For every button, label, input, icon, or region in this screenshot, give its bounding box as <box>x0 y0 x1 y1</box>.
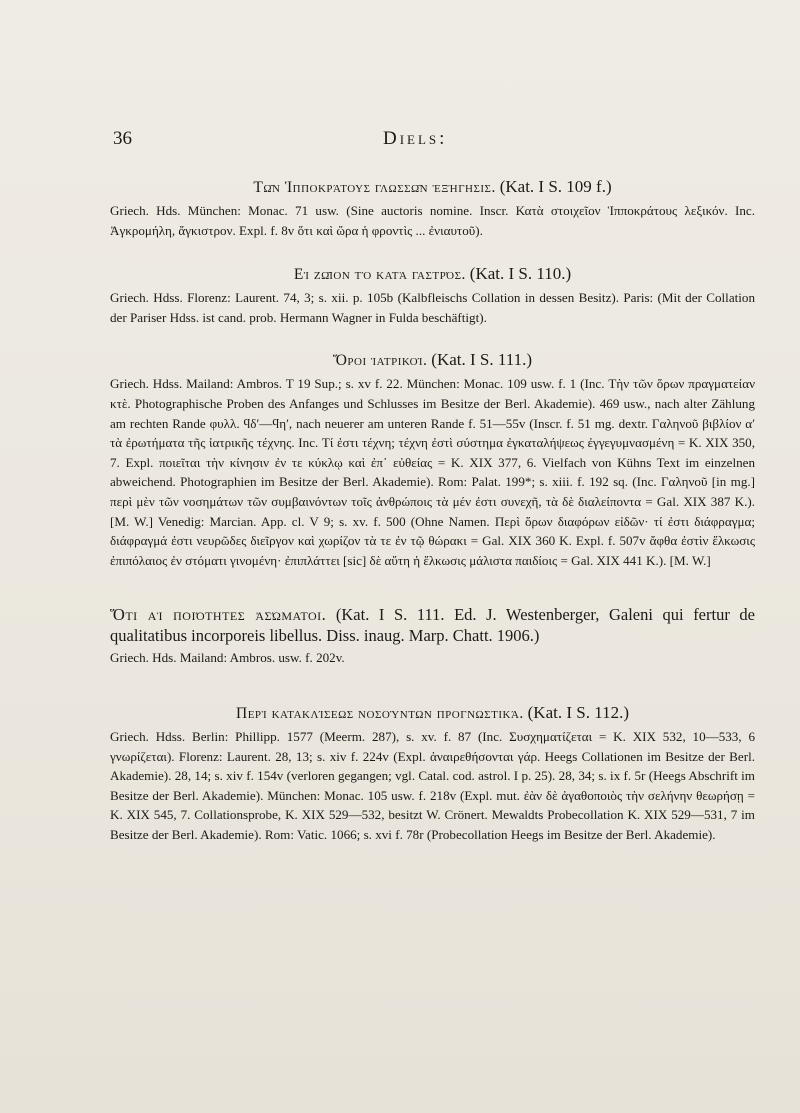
section-title: Ὅτι αἱ ποιότητες ἀσώματοι. <box>110 605 327 625</box>
section-heading <box>110 604 755 646</box>
catalog-reference: (Kat. I S. 111. Ed. J. Westenberger, Galeni qui fertur de qualitatibus incorporeis libellus. Diss. inaug. Marp. Chatt. 1906.) <box>110 605 755 646</box>
section-medical-definitions <box>110 349 755 570</box>
section-paragraph: Griech. Hdss. Berlin: Phillipp. 1577 (Meerm. 287), s. xv. f. 87 (Inc. Συσχηματίζεται = K. XIX 532, 10—533, 6 γνωρίζεται). Florenz: Laurent. 28, 13; s. xiv f. 224v (Expl. ἀναιρεθήσονται γάρ. Heegs Collationen im Besitze der Berl. Akademie). 28, 14; s. xiv f. 154v (verloren gegangen; vgl. Catal. cod. astrol. I p. 25). 28, 34; s. ix f. 5r (Heegs Abschrift im Besitze der Berl. Akademie). München: Monac. 105 usw. f. 218v (Expl. mut. ἐὰν δὲ ἀγαθοποιὸς τὴν σελήνην θεωρήσῃ = K. XIX 545, 7. Collationsprobe, K. XIX 529—532, besitzt W. Crönert. Mewaldts Probecollation K. XIX 529—531, 7 im Besitze der Berl. Akademie). Rom: Vatic. 1066; s. xvi f. 78r (Probecollation Heegs im Besitze der Berl. Akademie). <box>110 728 755 842</box>
catalog-reference: (Kat. I S. 109 f.) <box>499 177 612 196</box>
section-heading <box>110 176 755 199</box>
section-title: Ὅροι ἰατρικοί. <box>332 352 428 370</box>
catalog-reference: (Kat. I S. 111.) <box>431 350 533 370</box>
page-body <box>110 176 755 844</box>
section-paragraph: Griech. Hds. Mailand: Ambros. usw. f. 202v. <box>110 650 345 666</box>
section-paragraph: Griech. Hdss. Florenz: Laurent. 74, 3; s. xii. p. 105b (Kalbfleischs Collation in dessen Besitz). Paris: (Mit der Collation der Pariser Hdss. ist cand. prob. Hermann Wagner in Fulda beschäftigt). <box>110 290 755 325</box>
section-heading <box>110 349 755 372</box>
section-qualities <box>110 604 755 668</box>
catalog-reference: (Kat. I S. 110.) <box>469 264 572 284</box>
section-paragraph: Griech. Hds. München: Monac. 71 usw. (Sine auctoris nomine. Inscr. Κατὰ στοιχεῖον Ἱπποκράτους λεξικόν. Inc. Ἀγκρομήλη, ἄγκιστρον. Expl. f. 8v ὅτι καὶ ὥρα ἡ φροντὶς ... ἐνιαυτοῦ). <box>110 203 755 238</box>
section-title: Περὶ κατακλίσεως νοσούντων προγνωστικά. <box>236 704 524 722</box>
section-paragraph: Griech. Hdss. Mailand: Ambros. T 19 Sup.; s. xv f. 22. München: Monac. 109 usw. f. 1 (Inc. Τὴν τῶν ὅρων πραγματείαν κτὲ. Photographische Proben des Anfanges und Schlusses im Besitze der Berl. Akademie). 469 usw., nach alter Zählung am rechten Rande φυλλ. ϥδʹ—ϥηʹ, nach neuerer am unteren Rande f. 51—55v (Inscr. f. 51 mg. dextr. Γαληνοῦ βιβλίον αʹ τὰ ἐρωτήματα τῆς ἰατρικῆς τέχνης. Inc. Τί ἐστι τέχνη; τέχνη ἐστὶ σύστημα ἐγκαταλήψεως ἐγγεγυμνασμένη = K. XIX 350, 7. Expl. ποιεῖται τὴν κίνησιν ἐν τε κύκλῳ καὶ ἐπ᾽ εὐθείας = K. XIX 377, 6. Vielfach von Kühns Text im einzelnen abweichend. Photographien im Besitze der Berl. Akademie). Rom: Palat. 199*; s. xiii. f. 192 sq. (Inc. Γαληνοῦ [in mg.] περὶ μὲν τῶν νοσημάτων τῶν συμβαινόντων τοῖς ἀνθρώποις τὰ μέν ἐστι συνεχῆ, τὰ δὲ διαλείποντα = Gal. XIX 387 K.). [M. W.] Venedig: Marcian. App. cl. V 9; s. xv. f. 500 (Ohne Namen. Περὶ ὅρων διαφόρων εἰδῶν· τί ἐστι διάφραγμα; διάφραγμά ἐστι νευρῶδες διεῖργον καὶ χωρίζον τὰ τε ἐν τῷ θώρακι = Gal. XIX 360 K. Expl. f. 507v ἄφθα ἐστὶν ἕλκωσις ἐπιπόλαιος ἐν στόματι γινομένη· ἐπιπλάττει [sic] δὲ αὕτη ἡ ἕλκωσις μάλιστα παιδίοις = Gal. XIX 441 K.). [M. W.] <box>110 376 755 568</box>
catalog-reference: (Kat. I S. 112.) <box>527 702 629 722</box>
section-embryo <box>110 263 755 327</box>
running-head: Diels: <box>383 128 448 149</box>
section-decubitus <box>110 702 755 845</box>
section-heading <box>110 702 755 725</box>
section-hippocrates-glossary <box>110 176 755 240</box>
section-title: Εἰ ζῷον τὸ κατὰ γαστρός. <box>293 266 466 284</box>
page-header <box>113 128 753 156</box>
section-heading <box>110 263 755 286</box>
section-title: Τῶν Ἱπποκράτους γλωσσῶν ἐξήγησις. <box>253 179 496 196</box>
page-number: 36 <box>113 128 132 149</box>
